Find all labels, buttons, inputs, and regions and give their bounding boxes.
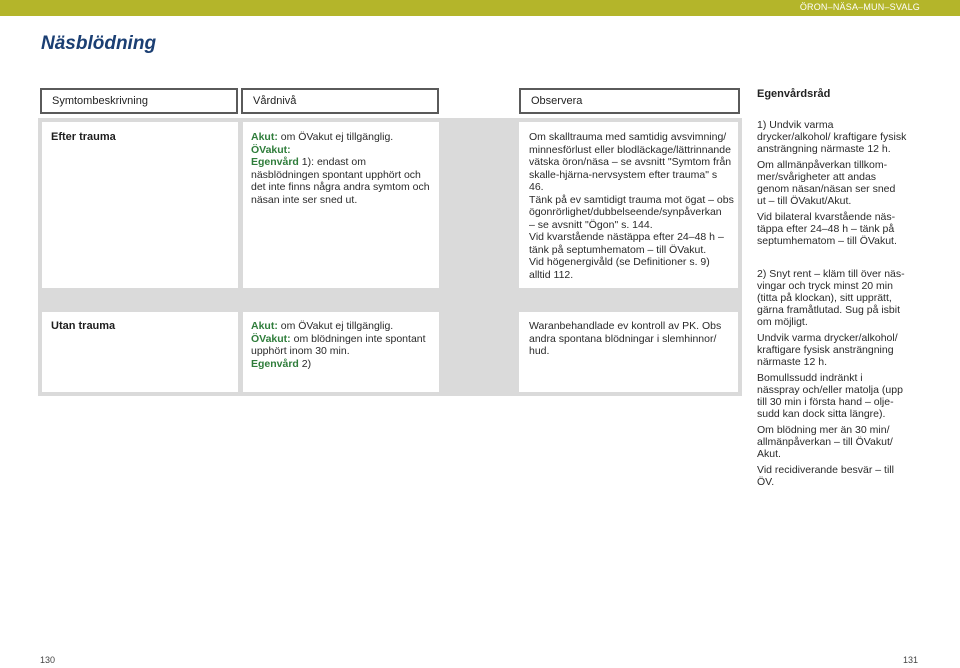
col-header-care-level xyxy=(241,88,439,114)
care-akut-line xyxy=(251,131,435,144)
col-header-observe xyxy=(519,88,740,114)
col-header-symptom-label: Symtombeskrivning xyxy=(52,95,148,107)
observe-line: andra spontana blödningar i slemhinnor/ xyxy=(529,332,717,345)
chapter-label: ÖRON–NÄSA–MUN–SVALG xyxy=(799,2,920,12)
observe-line: tänk på septumhematom – till ÖVakut. xyxy=(529,243,707,256)
col-header-observe-label: Observera xyxy=(531,95,583,107)
akut-label: Akut: xyxy=(251,320,278,332)
advice-paragraph: Vid recidiverande besvär – till ÖV. xyxy=(757,464,894,488)
page-number-left: 130 xyxy=(40,655,56,665)
ovakut-label: ÖVakut: xyxy=(251,143,291,156)
chapter-bar xyxy=(0,0,960,16)
advice-paragraph: 1) Undvik varma drycker/alkohol/ kraftigare fysisk ansträngning närmaste 12 h. xyxy=(757,119,907,155)
advice-paragraph: Undvik varma drycker/alkohol/ kraftigare fysisk ansträngning närmaste 12 h. xyxy=(757,332,898,368)
row-label-no-trauma: Utan trauma xyxy=(51,320,116,332)
advice-block-2 xyxy=(757,268,907,492)
observe-line: Om skalltrauma med samtidig avsvimning/ xyxy=(529,131,727,143)
row-label-trauma: Efter trauma xyxy=(51,131,116,143)
observe-line: hud. xyxy=(529,345,550,357)
page-number-right: 131 xyxy=(902,655,918,665)
advice-block-1 xyxy=(757,119,907,251)
care-egenvard-line xyxy=(251,358,435,371)
observe-line: Vid kvarstående nästäppa efter 24–48 h – xyxy=(529,231,724,243)
observe-line: Tänk på ev samtidigt trauma mot ögat – obs xyxy=(529,193,734,206)
observe-no-trauma xyxy=(529,320,734,358)
egenvard-label: Egenvård xyxy=(251,156,299,168)
akut-text: om ÖVakut ej tillgänglig. xyxy=(277,320,394,332)
egenvard-text: 1): endast om näsblödningen spontant upphört och det inte finns några andra symtom och näsan inte ser sned ut. xyxy=(251,156,430,206)
advice-paragraph: 2) Snyt rent – kläm till över näs- vingar och tryck minst 20 min (titta på klockan), sitt upprätt, gärna framåtlutad. Sug på isbit om möjligt. xyxy=(757,268,905,328)
col-header-care-level-label: Vårdnivå xyxy=(253,95,297,107)
advice-paragraph: Om allmänpåverkan tillkom- mer/svårigheter att andas genom näsan/näsan ser sned ut – till ÖVakut/Akut. xyxy=(757,159,896,207)
care-ovakut-line xyxy=(251,333,435,358)
care-level-no-trauma xyxy=(251,320,435,370)
cell-trauma-symptom xyxy=(42,122,238,288)
akut-text: om ÖVakut ej tillgänglig. xyxy=(277,131,394,143)
advice-paragraph: Om blödning mer än 30 min/ allmänpåverkan – till ÖVakut/ Akut. xyxy=(757,424,893,460)
observe-line: skalle-hjärna-nervsystem efter trauma" s 46. xyxy=(529,168,718,193)
care-level-trauma xyxy=(251,131,435,206)
advice-paragraph: Bomullssudd indränkt i nässpray och/eller matolja (upp till 30 min i första hand – olje- sudd kan dock sitta längre). xyxy=(757,372,903,420)
egenvard-text: 2) xyxy=(298,357,312,370)
care-egenvard-line xyxy=(251,156,435,206)
egenvard-label: Egenvård xyxy=(251,357,299,370)
observe-line: minnesförlust eller blodläckage/lättrinnande xyxy=(529,143,731,156)
observe-line: vätska öron/näsa – se avsnitt "Symtom från xyxy=(529,156,732,168)
care-ovakut-line xyxy=(251,144,435,157)
observe-line: alltid 112. xyxy=(529,268,574,281)
care-akut-line xyxy=(251,320,435,333)
page-title: Näsblödning xyxy=(41,33,157,54)
observe-trauma xyxy=(529,131,734,281)
observe-line: Vid högenergivåld (se Definitioner s. 9) xyxy=(529,256,710,268)
ovakut-text: om blödningen inte spontant upphört inom 30 min. xyxy=(251,332,426,357)
ovakut-label: ÖVakut: xyxy=(251,332,291,345)
observe-line: ögonrörlighet/dubbelseende/synpåverkan xyxy=(529,206,722,218)
col-header-self-care: Egenvårdsråd xyxy=(757,88,831,100)
advice-paragraph: Vid bilateral kvarstående näs- täppa efter 24–48 h – tänk på septumhematom – till ÖVakut. xyxy=(757,211,897,247)
observe-line: Waranbehandlade ev kontroll av PK. Obs xyxy=(529,320,722,332)
col-header-symptom xyxy=(40,88,238,114)
akut-label: Akut: xyxy=(251,131,278,143)
observe-line: – se avsnitt "Ögon" s. 144. xyxy=(529,218,653,231)
